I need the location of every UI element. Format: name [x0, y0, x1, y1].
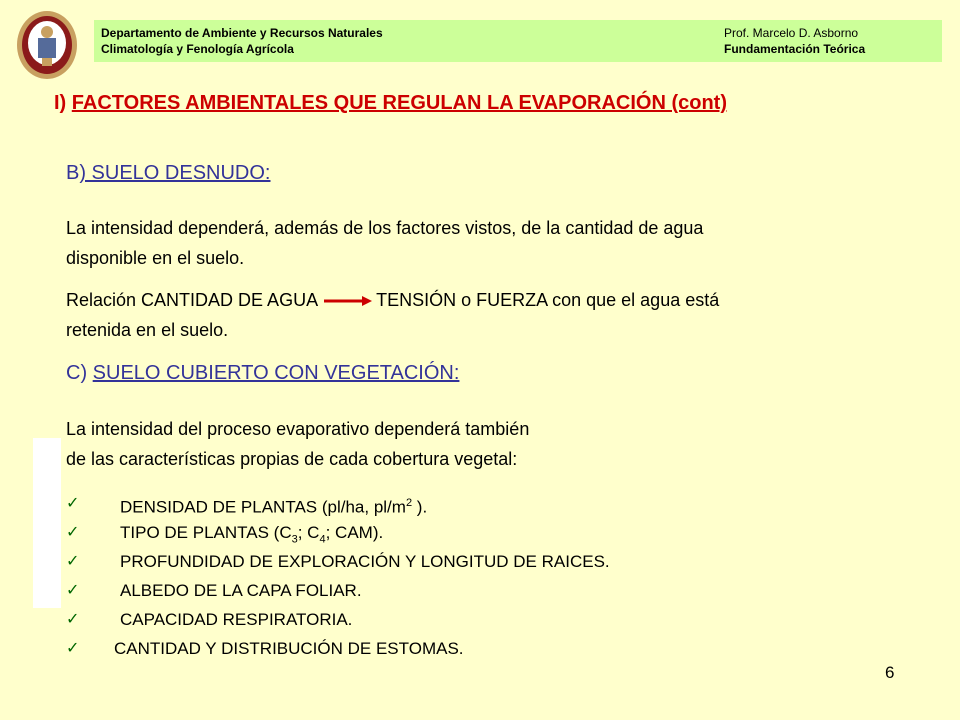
- department-name: Departamento de Ambiente y Recursos Naturales: [101, 26, 383, 40]
- checkmark-icon: ✓: [66, 611, 80, 628]
- section-c-heading: [66, 362, 459, 385]
- university-seal-logo: [16, 10, 78, 80]
- section-b-line2: disponible en el suelo.: [66, 248, 245, 268]
- title-text: FACTORES AMBIENTALES QUE REGULAN LA EVAPORACIÓN (cont): [71, 92, 727, 114]
- slide-title: [54, 92, 727, 115]
- section-c-line2: de las características propias de cada cobertura vegetal:: [66, 449, 518, 469]
- section-c-paragraph: [66, 414, 529, 474]
- section-b-line1: La intensidad dependerá, además de los factores vistos, de la cantidad de agua: [66, 218, 704, 238]
- list-item-text: TIPO DE PLANTAS ($C_3$; $C_4$; CAM).: [120, 523, 384, 546]
- section-c-prefix: C): [66, 362, 93, 384]
- list-item-text: CAPACIDAD RESPIRATORIA.: [120, 610, 353, 629]
- list-item-text: CANTIDAD Y DISTRIBUCIÓN DE ESTOMAS.: [114, 639, 464, 658]
- section-c-heading-text: SUELO CUBIERTO CON VEGETACIÓN:: [92, 362, 460, 384]
- page-number: 6: [885, 663, 895, 682]
- right-arrow-icon: [322, 294, 372, 308]
- checkmark-icon: ✓: [66, 553, 80, 570]
- course-name: Climatología y Fenología Agrícola: [101, 42, 294, 56]
- section-b-paragraph: [66, 213, 703, 273]
- professor-name: Prof. Marcelo D. Asborno: [724, 26, 859, 40]
- checkmark-icon: ✓: [66, 524, 80, 541]
- section-b-letter: B: [66, 162, 80, 184]
- section-label: Fundamentación Teórica: [724, 42, 866, 56]
- relation-line2: retenida en el suelo.: [66, 320, 229, 340]
- title-prefix: I): [54, 92, 72, 114]
- list-item-text: PROFUNDIDAD DE EXPLORACIÓN Y LONGITUD DE RAICES.: [120, 552, 610, 571]
- list-item-text: ALBEDO DE LA CAPA FOLIAR.: [120, 581, 362, 600]
- section-b-heading-text: ) SUELO DESNUDO:: [79, 162, 271, 184]
- relation-paragraph: [66, 285, 719, 345]
- list-item-text: DENSIDAD DE PLANTAS (pl/ha, $pl/m^2$ ).: [120, 497, 428, 517]
- checkmark-icon: ✓: [66, 640, 80, 657]
- relation-right: TENSIÓN o FUERZA con que el agua está: [376, 290, 720, 310]
- relation-left: Relación CANTIDAD DE AGUA: [66, 290, 319, 310]
- section-c-line1: La intensidad del proceso evaporativo dependerá también: [66, 419, 530, 439]
- checkmark-icon: ✓: [66, 582, 80, 599]
- left-white-strip: [33, 438, 61, 608]
- checkmark-icon: ✓: [66, 495, 80, 512]
- section-b-heading: [66, 162, 271, 185]
